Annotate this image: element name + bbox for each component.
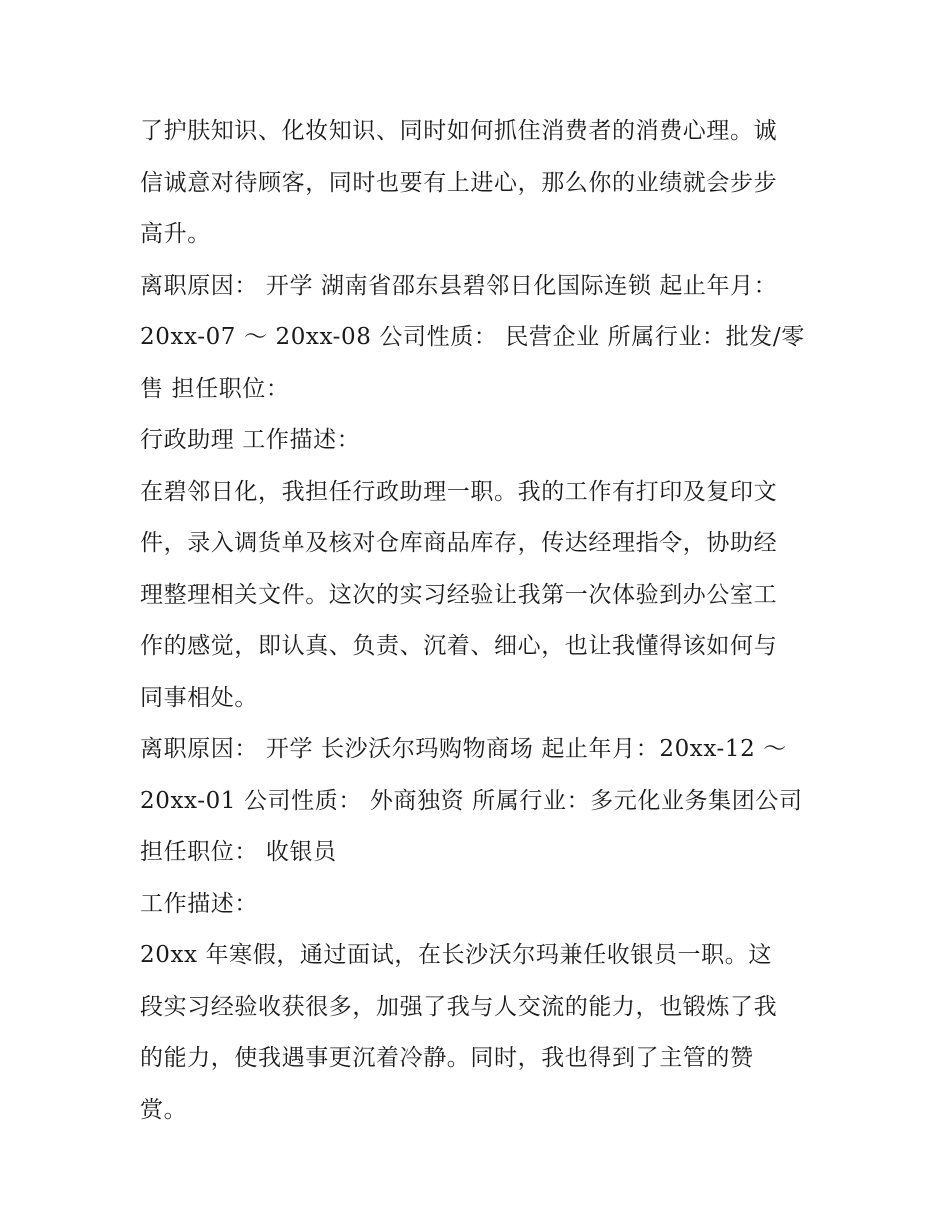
- text-line: 件，录入调货单及核对仓库商品库存，传达经理指令，协助经: [140, 530, 778, 556]
- document-body: [140, 106, 820, 1136]
- text-line: 离职原因： 开学 长沙沃尔玛购物商场 起止年月：20xx-12 ～: [140, 736, 787, 762]
- text-line: 赏。: [140, 1096, 188, 1123]
- text-line: 20xx-07 ～ 20xx-08 公司性质： 民营企业 所属行业：批发/零: [140, 324, 805, 350]
- text-line: 作的感觉，即认真、负责、沉着、细心，也让我懂得该如何与: [140, 633, 778, 659]
- text-line: 在碧邻日化，我担任行政助理一职。我的工作有打印及复印文: [140, 478, 778, 505]
- text-line: 理整理相关文件。这次的实习经验让我第一次体验到办公室工: [140, 581, 778, 608]
- text-line: 行政助理 工作描述：: [140, 427, 361, 453]
- text-line: 的能力，使我遇事更沉着冷静。同时，我也得到了主管的赞: [140, 1045, 754, 1071]
- text-line: 担任职位： 收银员: [140, 839, 337, 865]
- text-line: 20xx-01 公司性质： 外商独资 所属行业：多元化业务集团公司: [140, 787, 803, 814]
- text-line: 段实习经验收获很多，加强了我与人交流的能力，也锻炼了我: [140, 993, 778, 1020]
- text-line: 了护肤知识、化妆知识、同时如何抓住消费者的消费心理。诚: [140, 118, 778, 144]
- text-line: 高升。: [140, 221, 211, 247]
- text-line: 信诚意对待顾客，同时也要有上进心，那么你的业绩就会步步: [140, 169, 778, 196]
- text-line: 同事相处。: [140, 684, 258, 711]
- text-line: 工作描述：: [140, 890, 258, 917]
- text-line: 离职原因： 开学 湖南省邵东县碧邻日化国际连锁 起止年月：: [140, 272, 778, 299]
- text-line: 售 担任职位：: [140, 375, 290, 402]
- text-line: 20xx 年寒假，通过面试，在长沙沃尔玛兼任收银员一职。这: [140, 942, 772, 968]
